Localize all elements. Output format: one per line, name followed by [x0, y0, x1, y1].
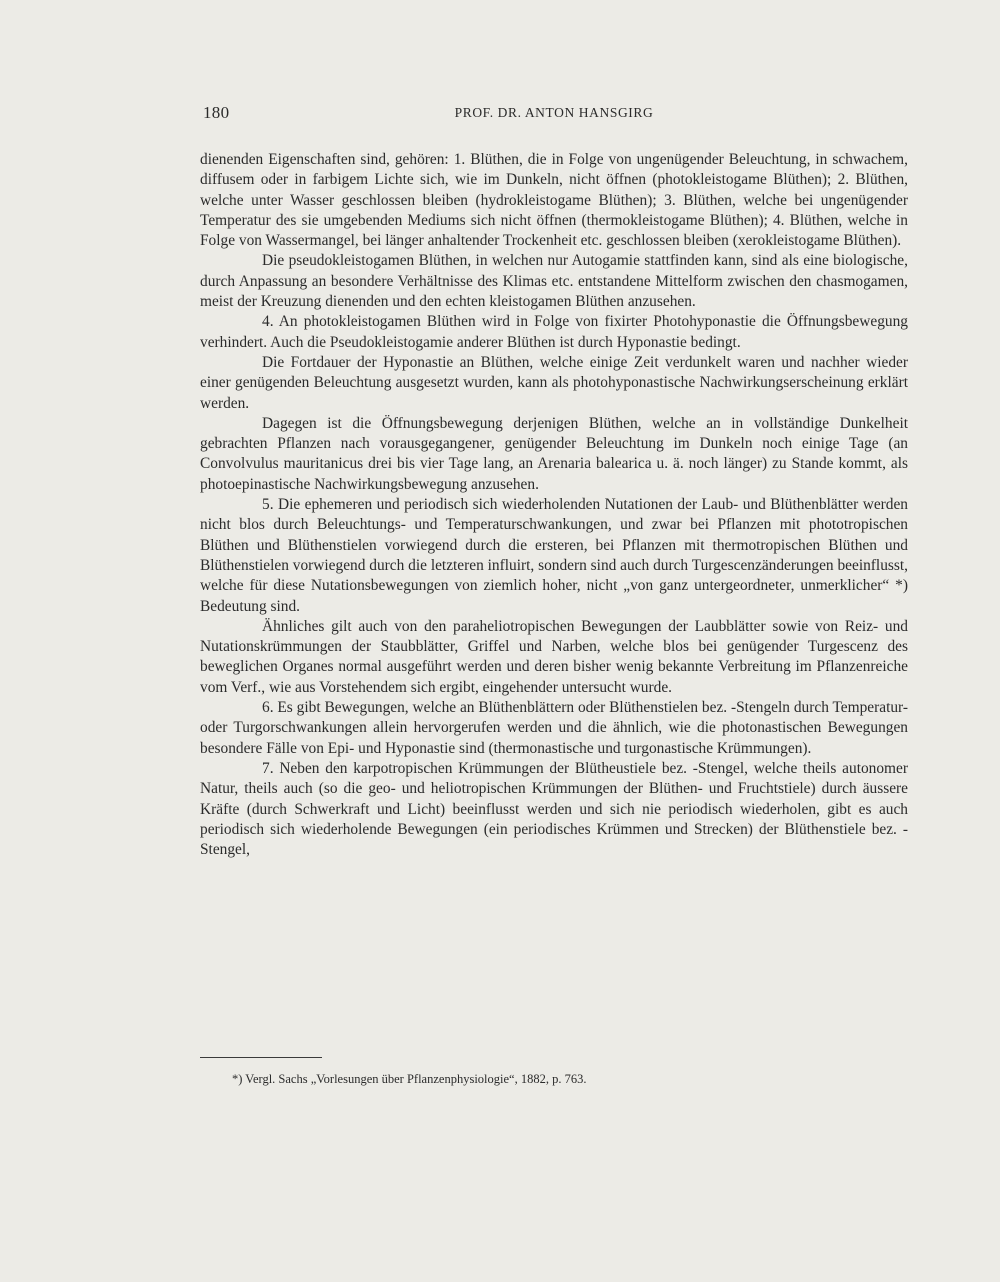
paragraph: 6. Es gibt Bewegungen, welche an Blüthenblättern oder Blüthenstielen bez. -Stengeln durch Temperatur- oder Turgorschwankungen allein hervorgerufen werden und die ähnlich, wie die photonastischen Bewegungen besondere Fälle von Epi- und Hyponastie sind (thermonastische und turgonastische Krümmungen). [200, 699, 908, 757]
footnote: *) Vergl. Sachs „Vorlesungen über Pflanzenphysiologie“, 1882, p. 763. [232, 1072, 587, 1086]
footnote-divider [200, 1057, 322, 1058]
body-text [200, 150, 908, 860]
paragraph: Dagegen ist die Öffnungsbewegung derjenigen Blüthen, welche an in vollständige Dunkelheit gebrachten Pflanzen nach vorausgegangener, genügender Beleuchtung im Dunkeln noch einige Tage (an Convolvulus mauritanicus drei bis vier Tage lang, an Arenaria balearica u. ä. noch länger) zu Stande kommt, als photoepinastische Nachwirkungsbewegung anzusehen. [200, 414, 908, 493]
paragraph: 5. Die ephemeren und periodisch sich wiederholenden Nutationen der Laub- und Blüthenblätter werden nicht blos durch Beleuchtungs- und Temperaturschwankungen, und zwar bei Pflanzen mit phototropischen Blüthen und Blüthenstielen vorwiegend durch die ersteren, bei Pflanzen mit thermotropischen Blüthen und Blüthenstielen vorwiegend durch die letzteren influirt, sondern sind auch durch Turgescenzänderungen beeinflusst, welche für diese Nutationsbewegungen von ziemlich hoher, nicht „von ganz untergeordneter, unmerklicher“ *) Bedeutung sind. [200, 496, 908, 615]
page-number: 180 [203, 103, 230, 122]
page-header [200, 103, 908, 127]
running-head: PROF. DR. ANTON HANSGIRG [454, 105, 654, 120]
paragraph: Die pseudokleistogamen Blüthen, in welchen nur Autogamie stattfinden kann, sind als eine biologische, durch Anpassung an besondere Verhältnisse des Klimas etc. entstandene Mittelform zwischen den chasmogamen, meist der Kreuzung dienenden und den echten kleistogamen Blüthen anzusehen. [200, 252, 908, 311]
paragraph-continuation: dienenden Eigenschaften sind, gehören: 1. Blüthen, die in Folge von ungenügender Beleuchtung, in schwachem, diffusem oder in farbigem Lichte sich, wie im Dunkeln, nicht öffnen (photokleistogame Blüthen); 2. Blüthen, welche unter Wasser geschlossen bleiben (hydrokleistogame Blüthen); 3. Blüthen, welche bei ungenügender Temperatur des sie umgebenden Mediums sich nicht öffnen (thermokleistogame Blüthen); 4. Blüthen, welche in Folge von Wassermangel, bei länger anhaltender Trockenheit etc. geschlossen bleiben (xerokleistogame Blüthen). [200, 151, 908, 250]
paragraph: Die Fortdauer der Hyponastie an Blüthen, welche einige Zeit verdunkelt waren und nachher wieder einer genügenden Beleuchtung ausgesetzt wurden, kann als photohyponastische Nachwirkungserscheinung erklärt werden. [200, 353, 908, 412]
paragraph: 4. An photokleistogamen Blüthen wird in Folge von fixirter Photohyponastie die Öffnungsbewegung verhindert. Auch die Pseudokleistogamie anderer Blüthen ist durch Hyponastie bedingt. [200, 313, 908, 351]
paragraph: 7. Neben den karpotropischen Krümmungen der Blütheustiele bez. -Stengel, welche theils autonomer Natur, theils auch (so die geo- und heliotropischen Krümmungen der Blüthen- und Fruchtstiele) durch äussere Kräfte (durch Schwerkraft und Licht) beeinflusst werden und sich nie periodisch wiederholen, gibt es auch periodisch sich wiederholende Bewegungen (ein periodisches Krümmen und Strecken) der Blüthenstiele bez. -Stengel, [200, 759, 908, 859]
paragraph: Ähnliches gilt auch von den paraheliotropischen Bewegungen der Laubblätter sowie von Reiz- und Nutationskrümmungen der Staubblätter, Griffel und Narben, welche blos bei genügender Turgescenz des beweglichen Organes normal ausgeführt werden und deren bisher wenig bekannte Verbreitung im Pflanzenreiche vom Verf., wie aus Vorstehendem sich ergibt, eingehender untersucht wurde. [200, 617, 908, 696]
